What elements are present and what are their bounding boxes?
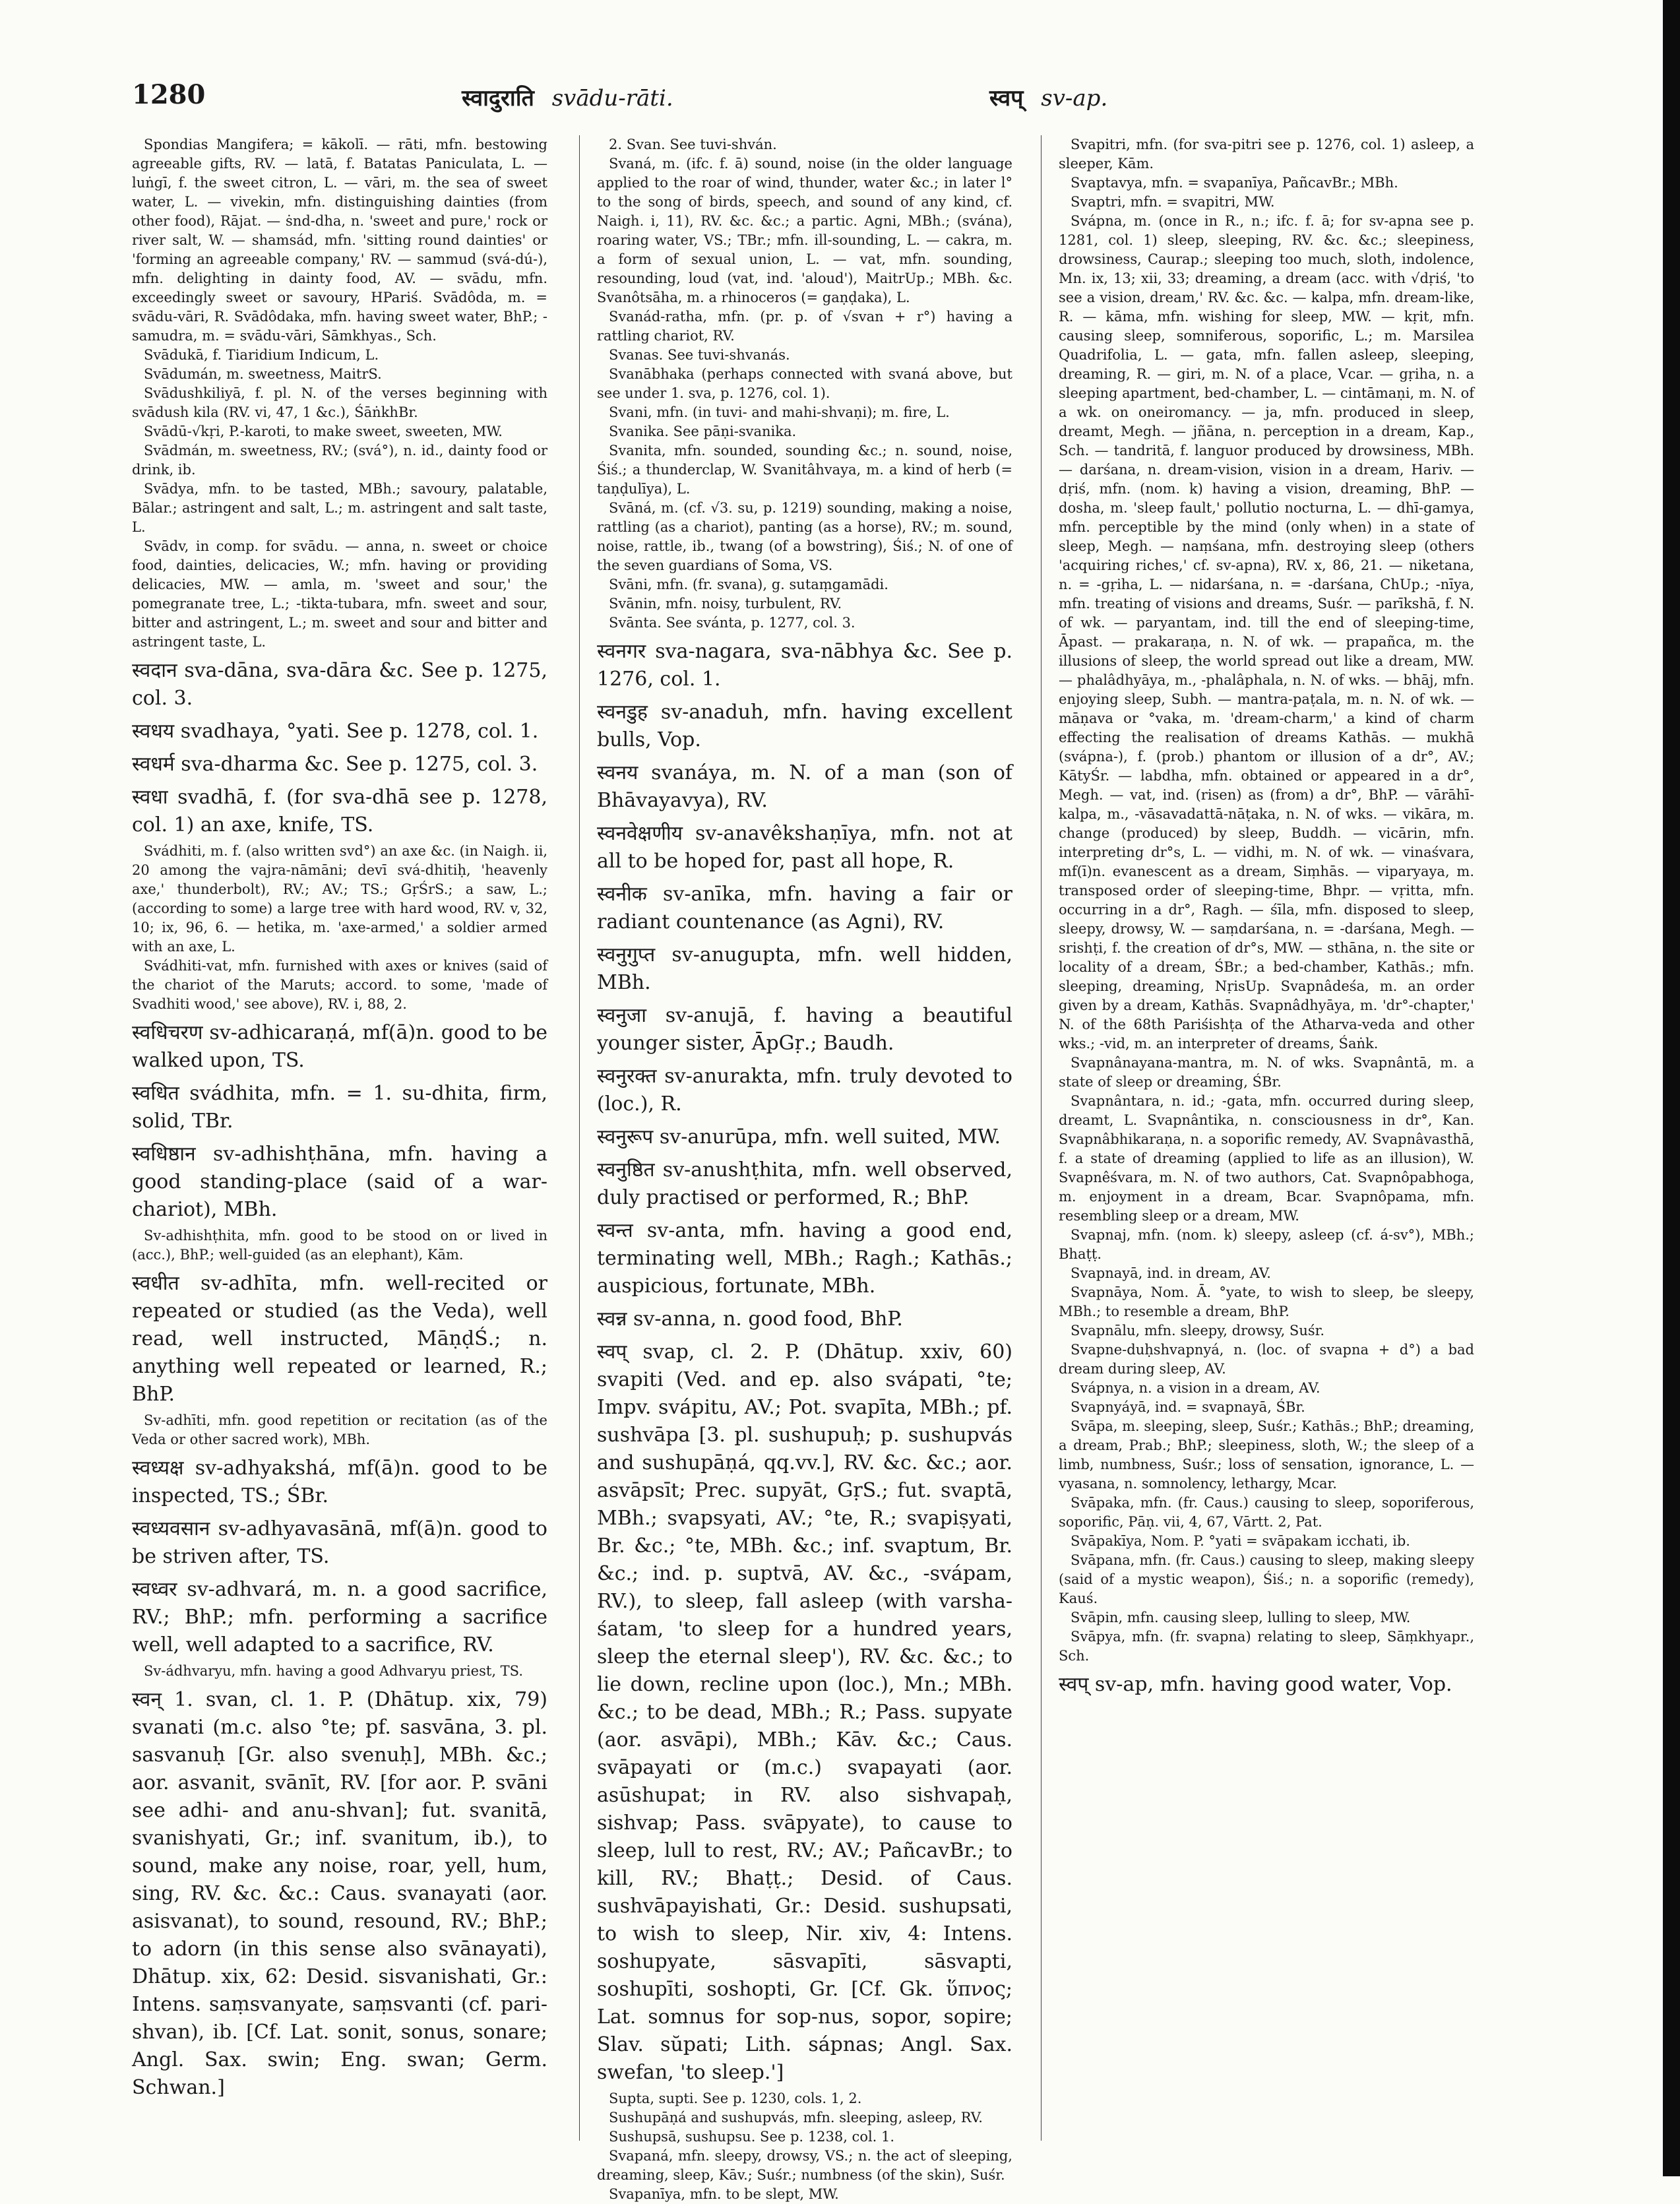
dictionary-entry: Spondias Mangifera; = kākolī. — rāti, mfn. bestowing agreeable gifts, RV. — latā, f. Batatas Paniculata, L. — luṅgī, f. the sweet citron, L. — vāri, m. the sea of sweet water, L. — vivekin, mfn. distinguishing dainties (from other food), Rājat. — ṡnd-dha, n. 'sweet and pure,' rock or river salt, W. — shamsád, mfn. 'sitting round dainties' or 'forming an agreeable company,' RV. — sammud (svá-dú-), mfn. delighting in dainty food, AV. — svādu, mfn. exceedingly sweet or savoury, HPariś. Svādôda, m. = svādu-vāri, R. Svādôdaka, mfn. having sweet water, BhP.; -samudra, m. = svādu-vāri, Sāmkhyas., Sch. (132, 137, 547, 344)
dictionary-entry: स्वधर्म sva-dharma &c. See p. 1275, col. 3. (132, 753, 538, 776)
dictionary-entry: Svaptri, mfn. = svapitri, MW. (1071, 194, 1275, 210)
running-head-left-devanagari: स्वादुराति (462, 85, 534, 111)
dictionary-entry: Svādv, in comp. for svādu. — anna, n. sweet or choice food, dainties, delicacies, W.; mfn. having or providing delicacies, MW. — amla, m. 'sweet and sour,' the pomegranate tree, L.; -tikta-tubara, mfn. sweet and sour, bitter and astringent, L.; m. sweet and sour and bitter and astringent taste, L. (132, 538, 547, 650)
dictionary-entry: Svāná, m. (cf. √3. su, p. 1219) sounding, making a noise, rattling (as a chariot), panting (as a horse), RV.; m. sound, noise, rattle, ib., twang (of a bowstring), Śiś.; N. of one of the seven guardians of Soma, VS. (597, 500, 1012, 573)
running-head-left-transliteration: svādu-rāti. (551, 85, 673, 111)
dictionary-entry: Svapnânayana-mantra, m. N. of wks. Svapnântā, m. a state of sleep or dreaming, ŚBr. (1059, 1055, 1474, 1090)
dictionary-entry: Svapanīya, mfn. to be slept, MW. (609, 2186, 839, 2202)
dictionary-entry: स्वनडुह sv-anaduh, mfn. having excellent bulls, Vop. (597, 701, 1012, 751)
dictionary-entry: Svanas. See tuvi-shvanás. (609, 347, 790, 363)
dictionary-entry: Sv-adhishṭhita, mfn. good to be stood on or lived in (acc.), BhP.; well-guided (as an elephant), Kām. (132, 1228, 547, 1263)
dictionary-entry: Svāpya, mfn. (fr. svapna) relating to sleep, Sāṃkhyapr., Sch. (1059, 1629, 1474, 1664)
dictionary-entry: Svanika. See pāṇi-svanika. (609, 424, 797, 439)
dictionary-entry: स्वप् svap, cl. 2. P. (Dhātup. xxiv, 60) svapiti (Ved. and ep. also svápati, °te; Impv. svápitu, AV.; Pot. svapīta, MBh.; pf. sushvāpa [3. pl. sushupuḥ; p. sushupvás and sushupāṇá, qq.vv.], RV. &c. &c.; aor. asvāpsīt; Prec. supyāt, GṛS.; fut. svaptā, MBh.; svapsyati, AV.; °te, R.; svapiṣyati, Br. &c.; °te, MBh. &c.; inf. svaptum, Br. &c.; ind. p. suptvā, AV. &c., -svápam, RV.), to sleep, fall asleep (with varsha-śatam, 'to sleep for a hundred years, sleep the eternal sleep'), RV. &c. &c.; to lie down, recline upon (loc.), Mn.; MBh. &c.; to be dead, MBh.; R.; Pass. supyate (aor. asvāpi), MBh.; Kāv. &c.; Caus. svāpayati or (m.c.) svapayati (aor. asūshupat; in RV. also sishvapaḥ, sishvap; Pass. svāpyate), to cause to sleep, lull to rest, RV.; AV.; PañcavBr.; to kill, RV.; Bhaṭṭ.; Desid. of Caus. sushvāpayishati, Gr.: Desid. sushupsati, to wish to sleep, Nir. xiv, 4: Intens. soshupyate, sāsvapīti, sāsvapti, soshupīti, soshopti, Gr. [Cf. Gk. ὕπνος; Lat. somnus for sop-nus, sopor, sopire; Slav. sŭpati; Lith. sápnas; Angl. Sax. swefan, 'to sleep.'] (597, 1340, 1012, 2084)
dictionary-entry: Sushupāṇá and sushupvás, mfn. sleeping, asleep, RV. (609, 2110, 983, 2125)
dictionary-entry: Sv-adhīti, mfn. good repetition or recitation (as of the Veda or other sacred work), MBh. (132, 1412, 547, 1447)
dictionary-entry: Svāpaka, mfn. (fr. Caus.) causing to sleep, soporiferous, soporific, Pāṇ. vii, 4, 67, Vārtt. 2, Pat. (1059, 1495, 1474, 1530)
dictionary-entry: Svapnyáyā, ind. = svapnayā, ŚBr. (1071, 1399, 1305, 1415)
dictionary-entry: Svāpakīya, Nom. P. °yati = svāpakam icchati, ib. (1071, 1533, 1410, 1549)
dictionary-entry: Svapnaj, mfn. (nom. k) sleepy, asleep (cf. á-sv°), MBh.; Bhaṭṭ. (1059, 1227, 1474, 1262)
dictionary-entry: स्वधित svádhita, mfn. = 1. su-dhita, firm, solid, TBr. (132, 1082, 547, 1133)
running-head-right (989, 82, 1107, 112)
dictionary-entry: Svāpa, m. sleeping, sleep, Suśr.; Kathās.; BhP.; dreaming, a dream, Prab.; BhP.; sleepiness, sloth, W.; the sleep of a limb, numbness, Suśr.; loss of sensation, ignorance, L. — vyasana, n. somnolency, lethargy, Mcar. (1059, 1418, 1475, 1492)
dictionary-entry: Svādukā, f. Tiaridium Indicum, L. (144, 347, 379, 363)
page-header (132, 79, 1649, 125)
dictionary-entry: Svapne-duḥshvapnyá, n. (loc. of svapna + d°) a bad dream during sleep, AV. (1059, 1342, 1474, 1377)
dictionary-entry: स्वध्वर sv-adhvará, m. n. a good sacrifice, RV.; BhP.; mfn. performing a sacrifice well, well adapted to a sacrifice, RV. (132, 1578, 547, 1656)
dictionary-entry: Svapaná, mfn. sleepy, drowsy, VS.; n. the act of sleeping, dreaming, sleep, Kāv.; Suśr.; numbness (of the skin), Suśr. (597, 2148, 1012, 2183)
running-head-left (462, 82, 673, 112)
dictionary-entry: स्वनुरूप sv-anurūpa, mfn. well suited, MW. (597, 1125, 1001, 1149)
column-middle (597, 135, 1012, 2202)
dictionary-entry: स्वनुगुप्त sv-anugupta, mfn. well hidden, MBh. (597, 943, 1012, 994)
dictionary-entry: स्वध्यवसान sv-adhyavasānā, mf(ā)n. good to be striven after, TS. (132, 1517, 547, 1568)
dictionary-entry: स्वन्त sv-anta, mfn. having a good end, terminating well, MBh.; Ragh.; Kathās.; auspicious, fortunate, MBh. (597, 1219, 1012, 1298)
dictionary-entry: Svādmán, m. sweetness, RV.; (svá°), n. id., dainty food or drink, ib. (132, 443, 547, 478)
dictionary-entry: Svápna, m. (once in R., n.; ifc. f. ā; for sv-apna see p. 1281, col. 1) sleep, sleeping, RV. &c. &c.; sleepiness, drowsiness, Caurap.; sleeping too much, sloth, indolence, Mn. ix, 13; xii, 33; dreaming, a dream (acc. with √dṛiś, 'to see a vision, dream,' RV. &c. &c. — kalpa, mfn. dream-like, R. — kāma, mfn. wishing for sleep, MW. — kṛit, mfn. causing sleep, somniferous, soporific, L.; m. Marsilea Quadrifolia, L. — gata, mfn. fallen asleep, sleeping, dreaming, R. — giri, m. N. of a place, Vcar. — gṛiha, n. a sleeping apartment, bed-chamber, L. — cintāmaṇi, m. N. of a wk. on oneiromancy. — ja, mfn. produced in sleep, dreamt, Megh. — jñāna, n. perception in a dream, Kap., Sch. — tandritā, f. languor produced by drowsiness, MBh. — darśana, n. dream-vision, vision in a dream, Hariv. — dṛiś, mfn. (nom. k) having a vision, dreaming, BhP. — dosha, m. 'sleep fault,' pollutio nocturna, L. — dhī-gamya, mfn. perceptible by the mind (only when) in a state of sleep, Megh. — naṃśana, mfn. destroying sleep (others 'acquiring riches,' cf. sv-apna), RV. x, 86, 21. — niketana, n. = -gṛiha, L. — nidarśana, n. = -darśana, ChUp.; -nīya, mfn. treating of visions and dreams, Suśr. — parīkshā, f. N. of wk. — paryantam, ind. till the end of sleeping-time, Āpast. — prakaraṇa, n. N. of wk. — prapañca, m. the illusions of sleep, the world spread out like a dream, MW. — phalâdhyāya, m., -phalâphala, n. N. of wks. — bhāj, mfn. enjoying sleep, Subh. — mantra-paṭala, m. n. N. of wk. — māṇava or °vaka, m. 'dream-charm,' a kind of charm effecting the realisation of dreams Kathās. — mukhā (svápna-), f. (prob.) phantom or illusion of a dr°, AV.; KātyŚr. — labdha, mfn. obtained or appeared in a dr°, Megh. — vat, ind. (risen) as (from) a dr°, BhP. — vārāhī-kalpa, m., -vāsavadattā-nāṭaka, n. N. of wks. — vikāra, m. change (produced) by sleep, Buddh. — vicārin, mfn. interpreting dr°s, L. — vidhi, m. N. of wk. — vinaśvara, mf(ī)n. evanescent as a dream, Siṃhās. — viparyaya, m. transposed order of sleeping-time, Bhpr. — vṛitta, mfn. occurring in a dr°, Ragh. — śīla, mfn. disposed to sleep, sleepy, drowsy, W. — saṃdarśana, n. = -darśana, Megh. — srishṭi, f. the creation of dr°s, MW. — sthāna, n. the site or locality of a dream, ŚBr.; a bed-chamber, Kathās.; mfn. sleeping, dreaming, NṛisUp. Svapnâdeśa, m. an order given by a dream, Kathās. Svapnâdhyāya, m. 'dr°-chapter,' N. of the 68th Pariśishṭa of the Atharva-veda and other wks.; -vid, m. an interpreter of dreams, Śaṅk. (1059, 213, 1474, 1052)
dictionary-entry: स्वधय svadhaya, °yati. See p. 1278, col. 1. (132, 720, 539, 743)
dictionary-entry: स्वनीक sv-anīka, mfn. having a fair or radiant countenance (as Agni), RV. (597, 883, 1012, 933)
book-spine-edge (1663, 0, 1680, 2176)
dictionary-entry: Svaná, m. (ifc. f. ā) sound, noise (in the older language applied to the roar of wind, thunder, water &c.; in later l° to the song of birds, speech, and sound of any kind, cf. Naigh. i, 11), RV. &c. &c.; a partic. Agni, MBh.; (svána), roaring water, VS.; TBr.; mfn. ill-sounding, L. — cakra, m. a form of sexual union, L. — vat, mfn. sounding, resounding, loud (vat, ind. 'aloud'), MaitrUp.; MBh. &c. Svanôtsāha, m. a rhinoceros (= gaṇḍaka), L. (597, 156, 1012, 305)
dictionary-entry: Svapnālu, mfn. sleepy, drowsy, Suśr. (1071, 1323, 1325, 1338)
dictionary-entry: Svādū-√kṛi, P.-karoti, to make sweet, sweeten, MW. (144, 424, 503, 439)
dictionary-entry: Svapitri, mfn. (for sva-pitri see p. 1276, col. 1) asleep, a sleeper, Kām. (1059, 137, 1474, 172)
dictionary-entry: स्वदान sva-dāna, sva-dāra &c. See p. 1275, col. 3. (132, 659, 547, 710)
dictionary-entry: Svani, mfn. (in tuvi- and mahi-shvaṇi); m. fire, L. (609, 404, 950, 420)
column-left (132, 135, 547, 2141)
dictionary-entry: 2. Svan. See tuvi-shván. (609, 137, 777, 152)
dictionary-entry: स्वन् 1. svan, cl. 1. P. (Dhātup. xix, 79) svanati (m.c. also °te; pf. sasvāna, 3. pl. sasvanuḥ [Gr. also svenuḥ], MBh. &c.; aor. asvanit, svānīt, RV. [for aor. P. svāni see adhi- and anu-shvan]; fut. svanitā, svanishyati, Gr.; inf. svanitum, ib.), to sound, make any noise, roar, yell, hum, sing, RV. &c. &c.: Caus. svanayati (aor. asisvanat), to sound, resound, RV.; BhP.; to adorn (in this sense also svānayati), Dhātup. xix, 62: Desid. sisvanishati, Gr.: Intens. saṃsvanyate, saṃsvanti (cf. pari-shvan), ib. [Cf. Lat. sonit, sonus, sonare; Angl. Sax. swin; Eng. swan; Germ. Schwan.] (132, 1688, 547, 2099)
dictionary-entry: Sv-ádhvaryu, mfn. having a good Adhvaryu priest, TS. (144, 1663, 523, 1679)
dictionary-entry: स्वधिचरण sv-adhicaraṇá, mf(ā)n. good to be walked upon, TS. (132, 1021, 547, 1072)
dictionary-entry: स्वनवेक्षणीय sv-anavêkshaṇīya, mfn. not at all to be hoped for, past all hope, R. (597, 822, 1012, 873)
dictionary-entry: Svānta. See svánta, p. 1277, col. 3. (609, 615, 856, 631)
column-right (1059, 135, 1474, 2141)
page-number: 1280 (132, 79, 206, 110)
dictionary-entry: स्वनुरक्त sv-anurakta, mfn. truly devoted to (loc.), R. (597, 1065, 1012, 1116)
dictionary-entry: Svādya, mfn. to be tasted, MBh.; savoury, palatable, Bālar.; astringent and salt, L.; m. astringent and salt taste, L. (132, 481, 547, 535)
dictionary-entry: स्वध्यक्ष sv-adhyakshá, mf(ā)n. good to be inspected, TS.; ŚBr. (132, 1457, 547, 1507)
dictionary-entry: स्वप् sv-ap, mfn. having good water, Vop. (1059, 1673, 1452, 1696)
dictionary-entry: Svanád-ratha, mfn. (pr. p. of √svan + r°) having a rattling chariot, RV. (597, 309, 1012, 344)
running-head-right-devanagari: स्वप् (989, 85, 1024, 111)
dictionary-entry: Svāni, mfn. (fr. svana), g. sutaṃgamādi. (609, 577, 888, 592)
dictionary-entry: Supta, supti. See p. 1230, cols. 1, 2. (609, 2091, 862, 2106)
dictionary-entry: Svapnāya, Nom. Ā. °yate, to wish to sleep, be sleepy, MBh.; to resemble a dream, BhP. (1059, 1284, 1474, 1319)
dictionary-entry: Svádhiti, m. f. (also written svd°) an axe &c. (in Naigh. ii, 20 among the vajra-nāmāni; devī svá-dhitiḥ, 'heavenly axe,' thunderbolt), RV.; AV.; TS.; GṛŚrS.; a saw, L.; (according to some) a large tree with hard wood, RV. v, 32, 10; ix, 96, 6. — hetika, m. 'axe-armed,' a soldier armed with an axe, L. (132, 843, 547, 955)
dictionary-entry: स्वधीत sv-adhīta, mfn. well-recited or repeated or studied (as the Veda), well read, well instructed, MāṇḍŚ.; n. anything well repeated or learned, R.; BhP. (132, 1272, 547, 1406)
column-rule-1 (579, 135, 580, 2141)
column-rule-2 (1041, 135, 1042, 2141)
dictionary-entry: Svanābhaka (perhaps connected with svaná above, but see under 1. sva, p. 1276, col. 1). (597, 366, 1012, 401)
dictionary-entry: Svapnayā, ind. in dream, AV. (1071, 1265, 1271, 1281)
dictionary-entry: स्वनय svanáya, m. N. of a man (son of Bhāvayavya), RV. (597, 761, 1012, 812)
running-head-right-transliteration: sv-ap. (1041, 85, 1108, 111)
dictionary-entry: Sushupsā, sushupsu. See p. 1238, col. 1. (609, 2129, 895, 2145)
dictionary-entry: Svādushkiliyā, f. pl. N. of the verses beginning with svādush kila (RV. vi, 47, 1 &c.), ŚāṅkhBr. (132, 385, 547, 420)
dictionary-entry: Svāpin, mfn. causing sleep, lulling to sleep, MW. (1071, 1610, 1411, 1625)
dictionary-entry: स्वनुष्ठित sv-anushṭhita, mfn. well observed, duly practised or performed, R.; BhP. (597, 1158, 1012, 1209)
dictionary-entry: स्वन्न sv-anna, n. good food, BhP. (597, 1307, 903, 1331)
dictionary-entry: स्वनगर sva-nagara, sva-nābhya &c. See p. 1276, col. 1. (597, 640, 1012, 691)
dictionary-entry: Svānin, mfn. noisy, turbulent, RV. (609, 596, 842, 612)
dictionary-entry: Svaptavya, mfn. = svapanīya, PañcavBr.; MBh. (1071, 175, 1398, 191)
dictionary-entry: Svápnya, n. a vision in a dream, AV. (1071, 1380, 1321, 1396)
dictionary-entry: स्वधा svadhā, f. (for sva-dhā see p. 1278, col. 1) an axe, knife, TS. (132, 786, 547, 836)
dictionary-entry: Svapnântara, n. id.; -gata, mfn. occurred during sleep, dreamt, L. Svapnântika, n. consciousness in dr°, Kan. Svapnâbhikaraṇa, n. a soporific remedy, AV. Svapnâvasthā, f. a state of dreaming (applied to life as an illusion), W. Svapnêśvara, m. N. of two authors, Cat. Svapnôpabhoga, m. enjoyment in a dream, Bcar. Svapnôpama, mfn. resembling sleep or a dream, MW. (1059, 1093, 1474, 1224)
dictionary-entry: स्वनुजा sv-anujā, f. having a beautiful younger sister, ĀpGṛ.; Baudh. (597, 1004, 1012, 1055)
dictionary-entry: Svāpana, mfn. (fr. Caus.) causing to sleep, making sleepy (said of a mystic weapon), Śiś.; n. a soporific (remedy), Kauś. (1059, 1552, 1474, 1606)
dictionary-entry: स्वधिष्ठान sv-adhishṭhāna, mfn. having a good standing-place (said of a war-chariot), MBh. (132, 1143, 547, 1221)
dictionary-entry: Svādumán, m. sweetness, MaitrS. (144, 366, 382, 382)
dictionary-entry: Svádhiti-vat, mfn. furnished with axes or knives (said of the chariot of the Maruts; accord. to some, 'made of Svadhiti wood,' see above), RV. i, 88, 2. (132, 958, 547, 1012)
dictionary-entry: Svanita, mfn. sounded, sounding &c.; n. sound, noise, Śiś.; a thunderclap, W. Svanitâhvaya, m. a kind of herb (= taṇḍulīya), L. (597, 443, 1012, 497)
